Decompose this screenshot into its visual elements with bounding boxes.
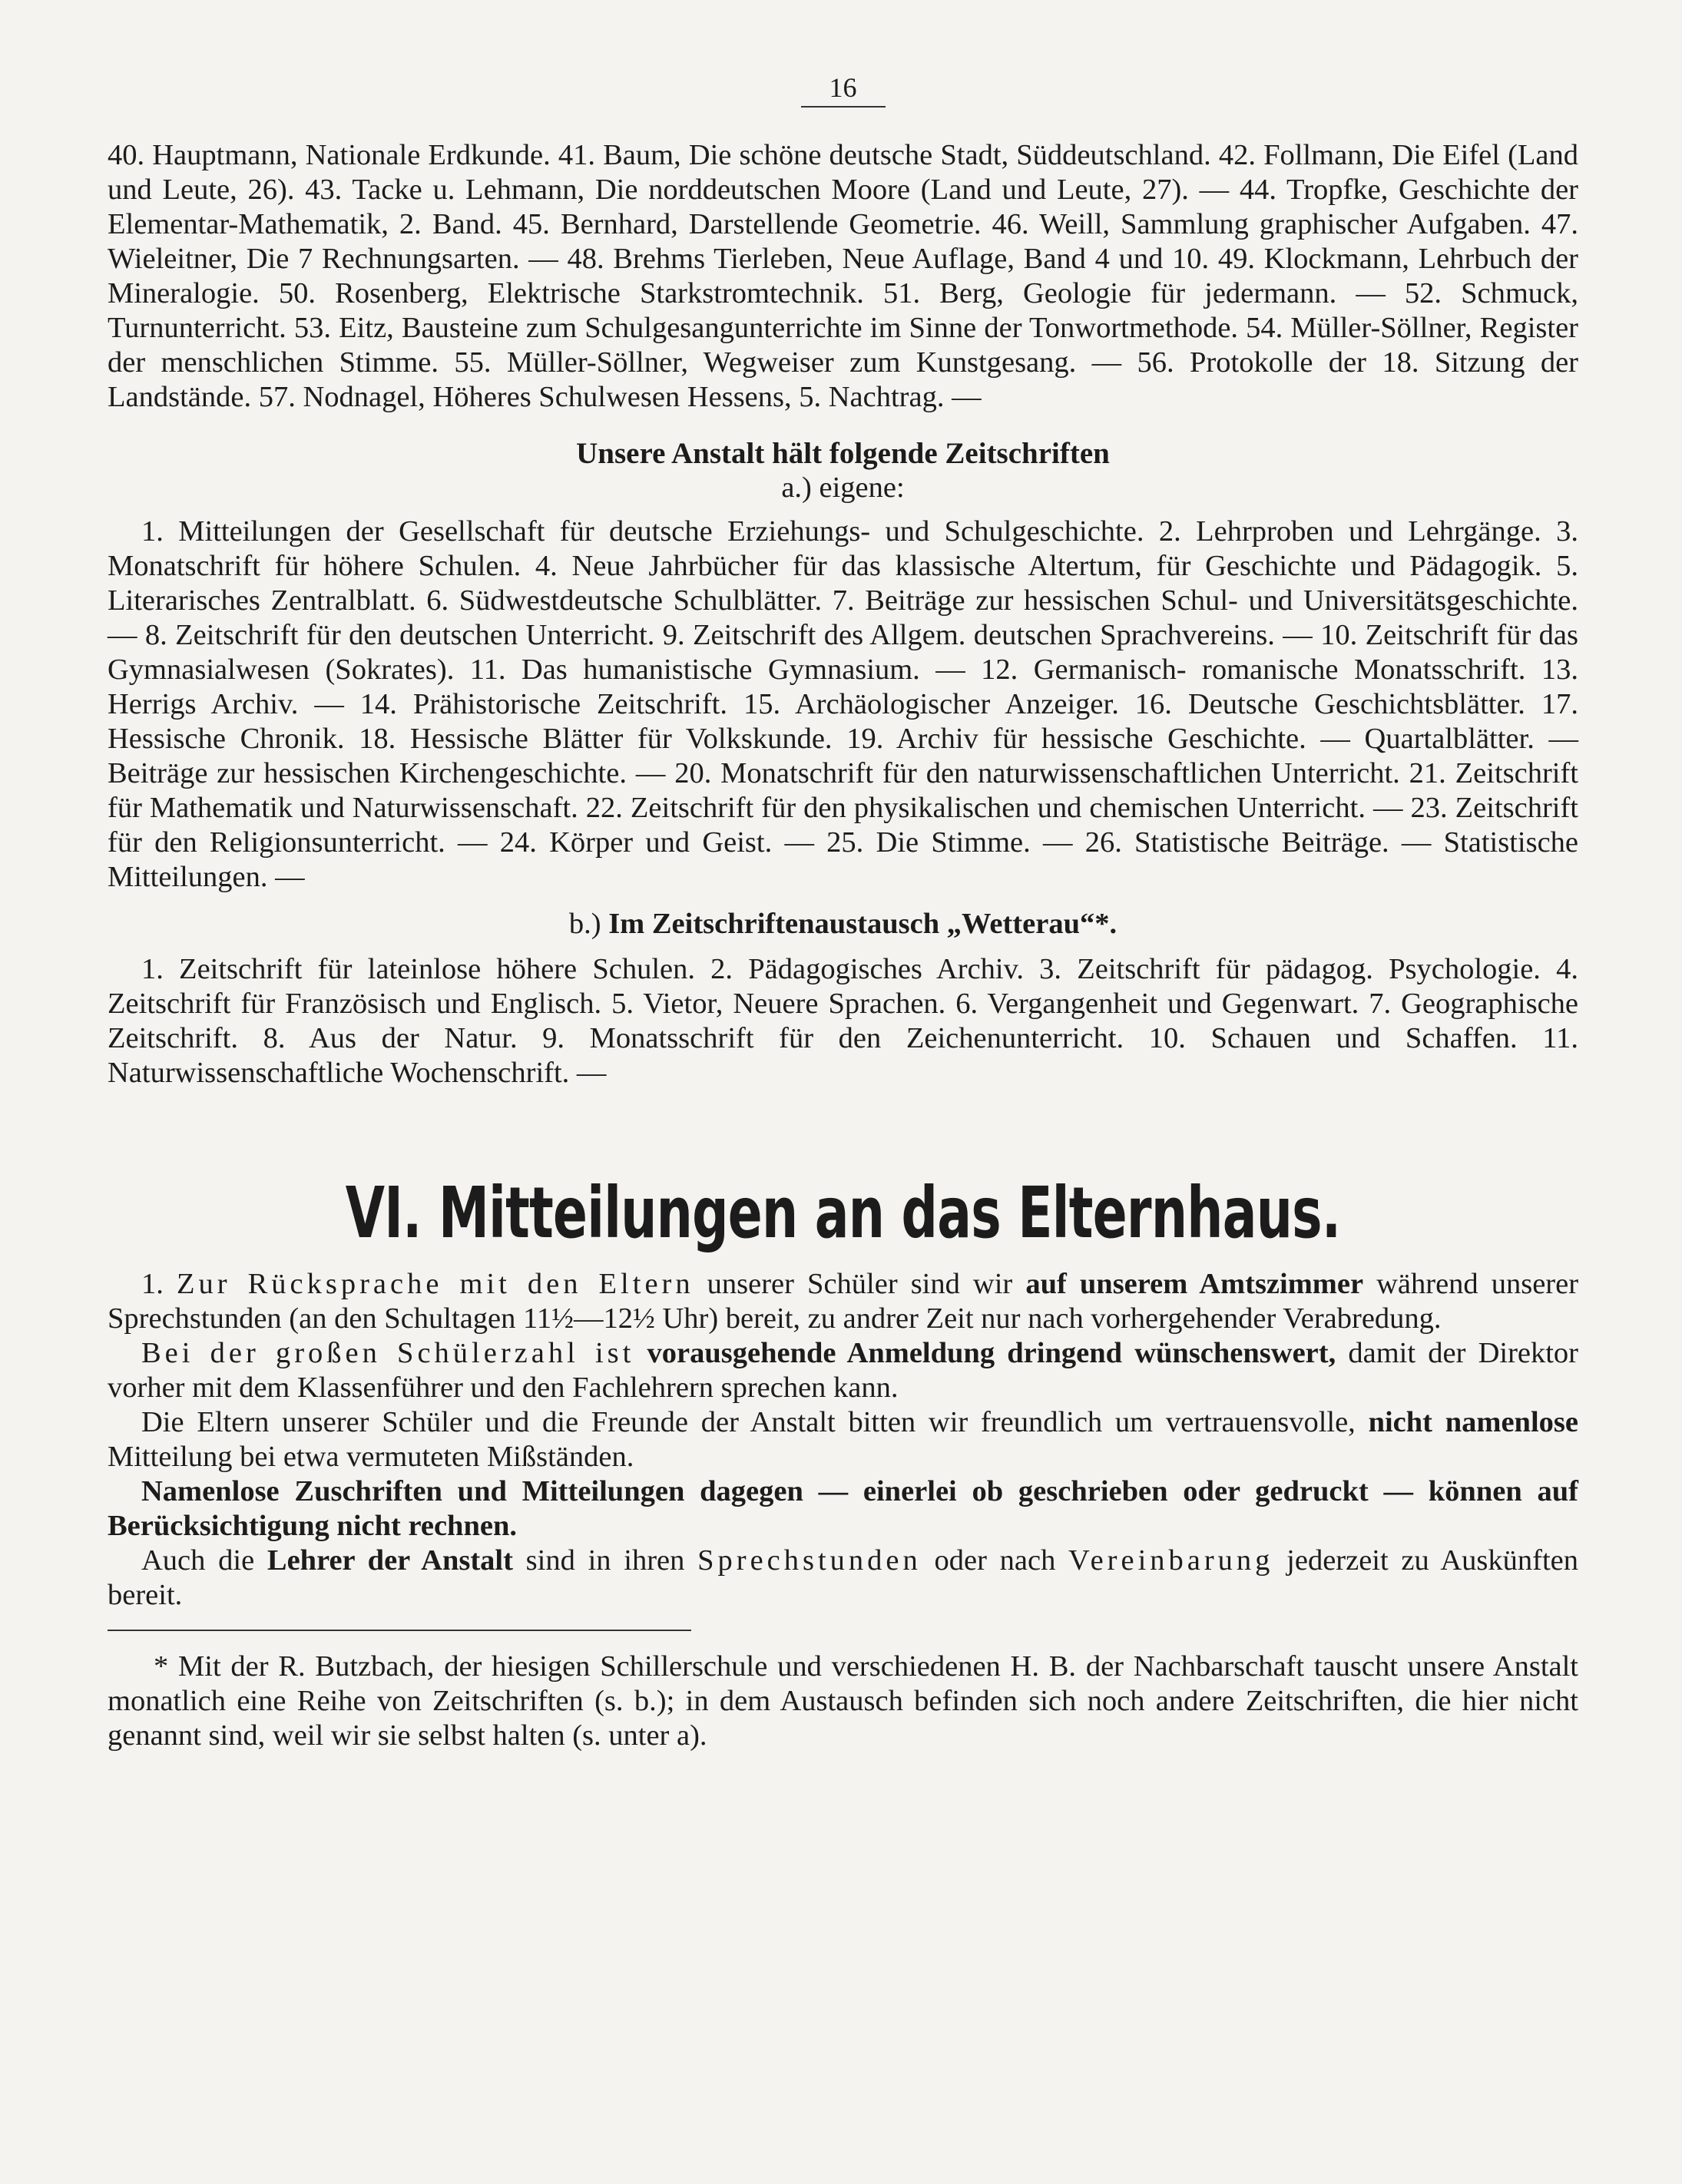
own-journals-list: 1. Mitteilungen der Gesellschaft für deutsche Erziehungs- und Schulgeschichte. 2. Lehrproben und Lehrgänge. 3. Monatschrift für höhere Schulen. 4. Neue Jahrbücher für das klassische Altertum, für Geschichte und Pädagogik. 5. Literarisches Zentralblatt. 6. Südwestdeutsche Schulblätter. 7. Beiträge zur hessischen Schul- und Universitätsgeschichte. — 8. Zeitschrift für den deutschen Unterricht. 9. Zeitschrift des Allgem. deutschen Sprachvereins. — 10. Zeitschrift für das Gymnasialwesen (Sokrates). 11. Das humanistische Gymnasium. — 12. Germanisch- romanische Monatsschrift. 13. Herrigs Archiv. — 14. Prähistorische Zeitschrift. 15. Archäologischer Anzeiger. 16. Deutsche Geschichtsblätter. 17. Hessische Chronik. 18. Hessische Blätter für Volkskunde. 19. Archiv für hessische Geschichte. — Quartalblätter. — Beiträge zur hessischen Kirchengeschichte. — 20. Monatschrift für den naturwissenschaftlichen Unterricht. 21. Zeitschrift für Mathematik und Naturwissenschaft. 22. Zeitschrift für den physikalischen und chemischen Unterricht. — 23. Zeitschrift für den Religionsunterricht. — 24. Körper und Geist. — 25. Die Stimme. — 26. Statistische Beiträge. — Statistische Mitteilungen. —: [108, 515, 1578, 893]
page-number: 16: [801, 69, 886, 108]
p2-text-c: damit der Direktor vorher mit dem Klassenführer und den Fachlehrern sprechen kann.: [108, 1337, 1578, 1404]
p3-bold: nicht namenlose: [1368, 1406, 1578, 1438]
paragraph-communication: [108, 1405, 1578, 1474]
p5-text-c: oder nach: [921, 1544, 1069, 1577]
library-acquisitions-list: 40. Hauptmann, Nationale Erdkunde. 41. Baum, Die schöne deutsche Stadt, Süddeutschland. 42. Follmann, Die Eifel (Land und Leute, 26). 43. Tacke u. Lehmann, Die norddeutschen Moore (Land und Leute, 27). — 44. Tropfke, Geschichte der Elementar-Mathematik, 2. Band. 45. Bernhard, Darstellende Geometrie. 46. Weill, Sammlung graphischer Aufgaben. 47. Wieleitner, Die 7 Rechnungsarten. — 48. Brehms Tierleben, Neue Auflage, Band 4 und 10. 49. Klockmann, Lehrbuch der Mineralogie. 50. Rosenberg, Elektrische Starkstromtechnik. 51. Berg, Geologie für jedermann. — 52. Schmuck, Turnunterricht. 53. Eitz, Bausteine zum Schulgesangunterrichte im Sinne der Tonwortmethode. 54. Müller-Söllner, Register der menschlichen Stimme. 55. Müller-Söllner, Wegweiser zum Kunstgesang. — 56. Protokolle der 18. Sitzung der Landstände. 57. Nodnagel, Höheres Schulwesen Hessens, 5. Nachtrag. —: [108, 139, 1578, 413]
p2-spaced: Bei der großen Schülerzahl ist: [141, 1337, 635, 1369]
own-journals-label: a.) eigene:: [781, 472, 905, 504]
exchange-prefix: b.): [568, 908, 601, 940]
exchange-journals-heading: [108, 907, 1578, 941]
section-title: VI. Mitteilungen an das Elternhaus.: [345, 1172, 1341, 1254]
journals-heading: Unsere Anstalt hält folgende Zeitschriften: [576, 437, 1110, 470]
exchange-label: Im Zeitschriftenaustausch „Wetterau“*.: [608, 908, 1117, 940]
exchange-journals-list: 1. Zeitschrift für lateinlose höhere Schulen. 2. Pädagogisches Archiv. 3. Zeitschrift für pädagog. Psychologie. 4. Zeitschrift für Französisch und Englisch. 5. Vietor, Neuere Sprachen. 6. Vergangenheit und Gegenwart. 7. Geographische Zeitschrift. 8. Aus der Natur. 9. Monatsschrift für den Zeichenunterricht. 10. Schauen und Schaffen. 11. Naturwissenschaftliche Wochenschrift. —: [108, 953, 1578, 1089]
p5-spaced-1: Sprechstunden: [697, 1544, 922, 1577]
p1-text-b: unserer Schüler sind wir: [694, 1268, 1026, 1300]
p1-text-c: während unserer Sprechstunden (an den Schultagen 11½—12½ Uhr) bereit, zu andrer Zeit nur nach vorhergehender Verabredung.: [108, 1268, 1579, 1335]
p2-bold: vorausgehende Anmeldung dringend wünschenswert,: [634, 1337, 1336, 1369]
paragraph-registration: [108, 1336, 1578, 1405]
p5-text-d: jederzeit zu Auskünften bereit.: [108, 1544, 1578, 1611]
p1-spaced: Zur Rücksprache mit den Eltern: [176, 1268, 694, 1300]
paragraph-anonymous-letters: Namenlose Zuschriften und Mitteilungen dagegen — einerlei ob geschrieben oder gedruckt — können auf Berücksichtigung nicht rechnen.: [108, 1475, 1578, 1542]
p3-text-c: Mitteilung bei etwa vermuteten Mißständen.: [108, 1441, 634, 1473]
p5-spaced-2: Vereinbarung: [1068, 1544, 1274, 1577]
footnote: * Mit der R. Butzbach, der hiesigen Schillerschule und verschiedenen H. B. der Nachbarschaft tauscht unsere Anstalt monatlich eine Reihe von Zeitschriften (s. b.); in dem Austausch befinden sich noch andere Zeitschriften, die hier nicht genannt sind, weil wir sie selbst halten (s. unter a).: [108, 1650, 1578, 1752]
p1-number: 1.: [141, 1268, 177, 1300]
p3-text-a: Die Eltern unserer Schüler und die Freunde der Anstalt bitten wir freundlich um vertrauensvolle,: [141, 1406, 1369, 1438]
p5-text-b: sind in ihren: [512, 1544, 698, 1577]
paragraph-consultation: [108, 1267, 1578, 1336]
p5-text-a: Auch die: [141, 1544, 267, 1577]
p1-bold: auf unserem Amtszimmer: [1025, 1268, 1364, 1300]
footnote-divider: [108, 1630, 691, 1631]
p5-bold: Lehrer der Anstalt: [267, 1544, 513, 1577]
paragraph-teachers: [108, 1544, 1578, 1613]
